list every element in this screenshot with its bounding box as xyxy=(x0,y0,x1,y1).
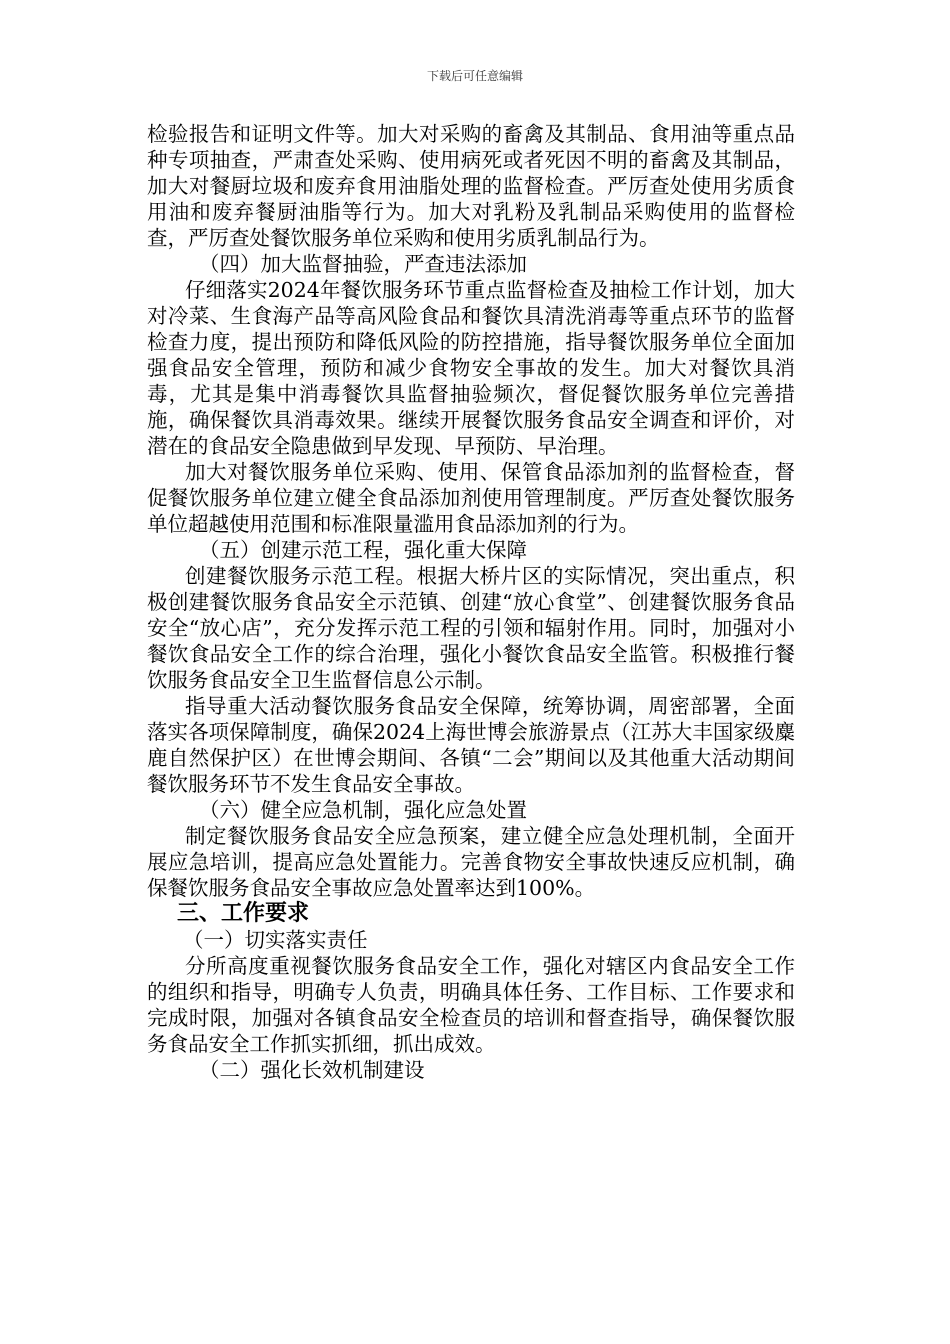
paragraph: 制定餐饮服务食品安全应急预案，建立健全应急处理机制，全面开展应急培训，提高应急处置能力。完善食物安全事故快速反应机制，确保餐饮服务食品安全事故应急处置率达到100%。 xyxy=(147,824,795,900)
paragraph: 分所高度重视餐饮服务食品安全工作，强化对辖区内食品安全工作的组织和指导，明确专人负责，明确具体任务、工作目标、工作要求和完成时限，加强对各镇食品安全检查员的培训和督查指导，确保餐饮服务食品安全工作抓实抓细，抓出成效。 xyxy=(147,954,795,1056)
document-body xyxy=(147,121,795,1083)
paragraph: 仔细落实2024年餐饮服务环节重点监督检查及抽检工作计划，加大对冷菜、生食海产品等高风险食品和餐饮具清洗消毒等重点环节的监督检查力度，提出预防和降低风险的防控措施，指导餐饮服务单位全面加强食品安全管理，预防和减少食物安全事故的发生。加大对餐饮具消毒，尤其是集中消毒餐饮具监督抽验频次，督促餐饮服务单位完善措施，确保餐饮具消毒效果。继续开展餐饮服务食品安全调查和评价，对潜在的食品安全隐患做到早发现、早预防、早治理。 xyxy=(147,278,795,458)
subheading-2: （二）强化长效机制建设 xyxy=(199,1058,425,1082)
subheading-4: （四）加大监督抽验，严查违法添加 xyxy=(199,252,527,276)
paragraph-continuation: 检验报告和证明文件等。加大对采购的畜禽及其制品、食用油等重点品种专项抽查，严肃查处采购、使用病死或者死因不明的畜禽及其制品，加大对餐厨垃圾和废弃食用油脂处理的监督检查。严厉查处使用劣质食用油和废弃餐厨油脂等行为。加大对乳粉及乳制品采购使用的监督检查，严厉查处餐饮服务单位采购和使用劣质乳制品行为。 xyxy=(147,122,795,250)
subheading-6: （六）健全应急机制，强化应急处置 xyxy=(199,798,527,822)
paragraph: 创建餐饮服务示范工程。根据大桥片区的实际情况，突出重点，积极创建餐饮服务食品安全示范镇、创建“放心食堂”、创建餐饮服务食品安全“放心店”，充分发挥示范工程的引领和辐射作用。同时，加强对小餐饮食品安全工作的综合治理，强化小餐饮食品安全监管。积极推行餐饮服务食品安全卫生监督信息公示制。 xyxy=(147,564,795,692)
subheading-1: （一）切实落实责任 xyxy=(183,928,368,952)
header-note: 下载后可任意编辑 xyxy=(426,69,523,83)
section-heading: 三、工作要求 xyxy=(177,901,310,926)
paragraph: 加大对餐饮服务单位采购、使用、保管食品添加剂的监督检查，督促餐饮服务单位建立健全食品添加剂使用管理制度。严厉查处餐饮服务单位超越使用范围和标准限量滥用食品添加剂的行为。 xyxy=(147,460,795,536)
paragraph: 指导重大活动餐饮服务食品安全保障，统筹协调，周密部署，全面落实各项保障制度，确保2024上海世博会旅游景点（江苏大丰国家级麋鹿自然保护区）在世博会期间、各镇“二会”期间以及其他重大活动期间餐饮服务环节不发生食品安全事故。 xyxy=(147,694,795,796)
subheading-5: （五）创建示范工程，强化重大保障 xyxy=(199,538,527,562)
